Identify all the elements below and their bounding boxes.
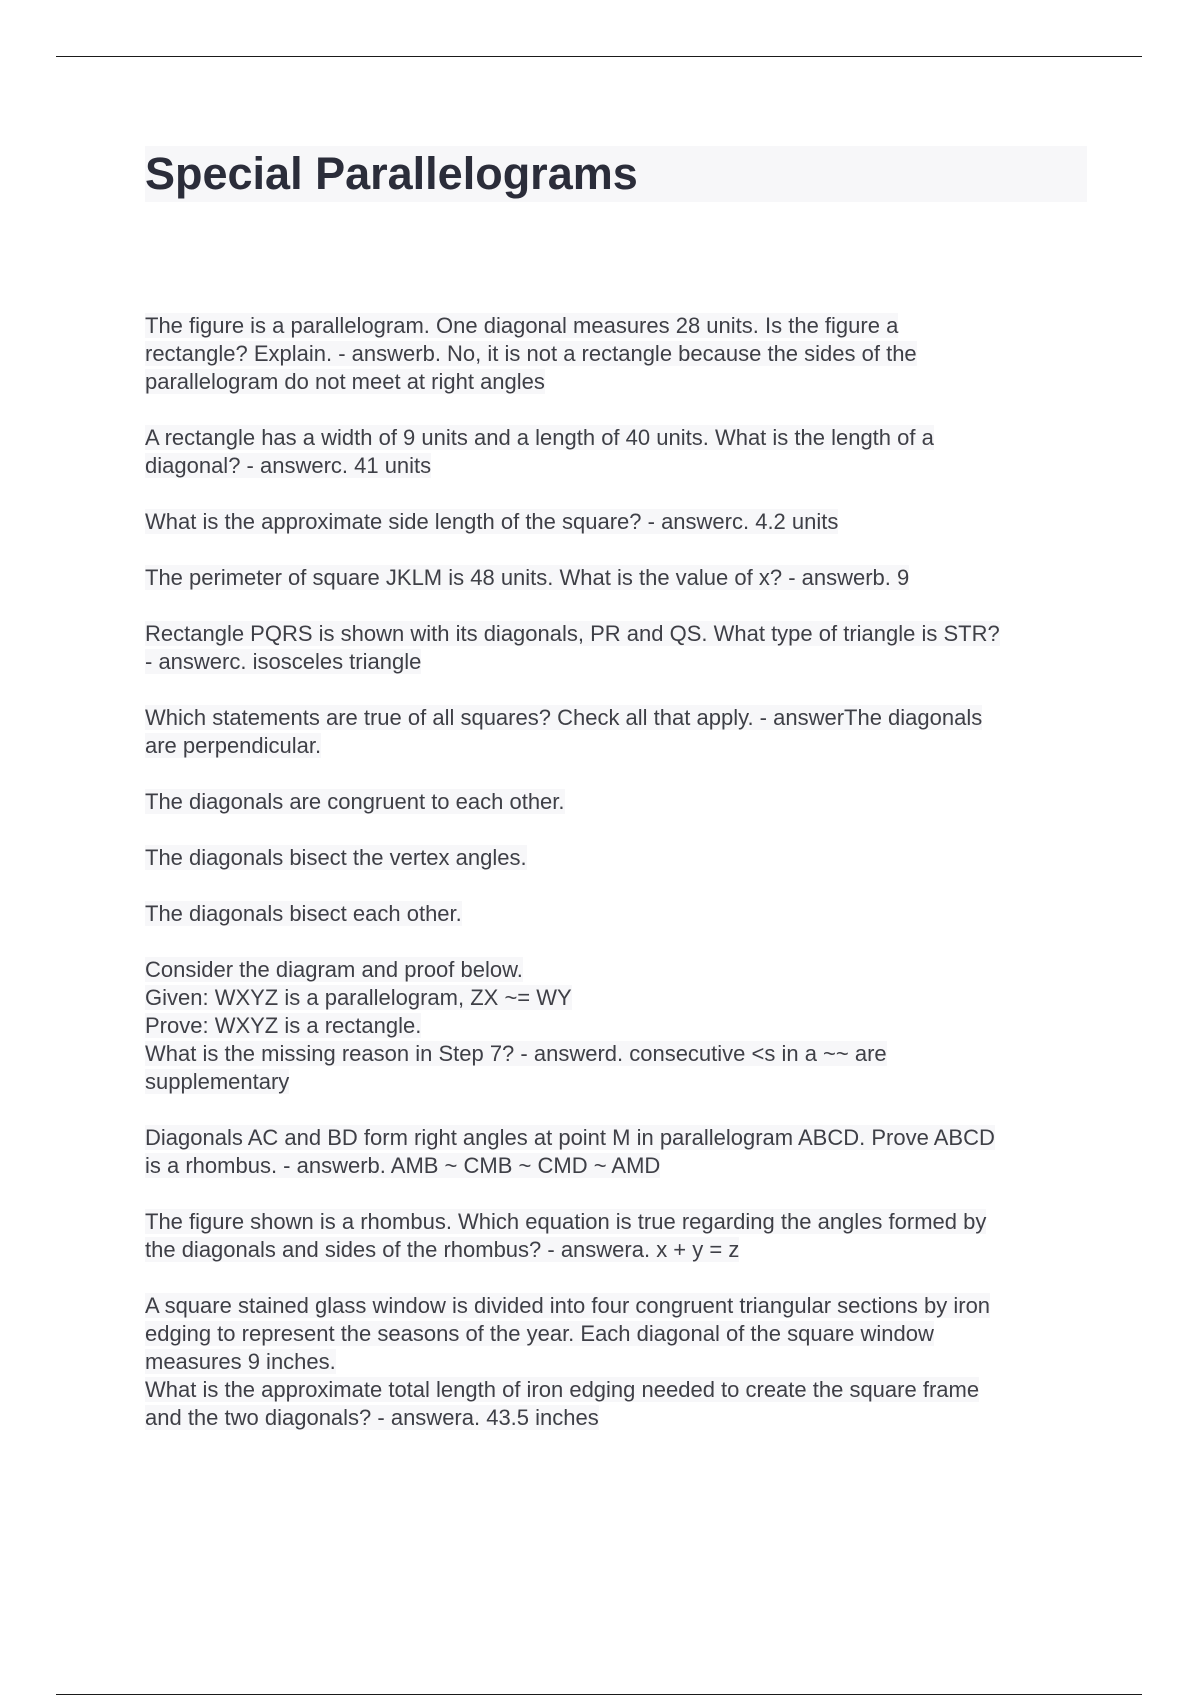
document-body xyxy=(145,146,1087,1460)
qa-item xyxy=(145,1208,1087,1264)
qa-item xyxy=(145,844,1087,872)
qa-item xyxy=(145,508,1087,536)
qa-line xyxy=(145,1376,1087,1404)
qa-line-text: A rectangle has a width of 9 units and a length of 40 units. What is the length of a xyxy=(145,425,934,450)
qa-line xyxy=(145,452,1087,480)
qa-line-text: The diagonals bisect the vertex angles. xyxy=(145,845,527,870)
qa-item xyxy=(145,956,1087,1096)
qa-line-text: The diagonals are congruent to each other. xyxy=(145,789,565,814)
qa-line-text: are perpendicular. xyxy=(145,733,322,758)
qa-line-text: supplementary xyxy=(145,1069,290,1094)
qa-line xyxy=(145,424,1087,452)
qa-line xyxy=(145,564,1087,592)
qa-line-text: Given: WXYZ is a parallelogram, ZX ~= WY xyxy=(145,985,572,1010)
qa-item xyxy=(145,788,1087,816)
qa-line xyxy=(145,620,1087,648)
qa-line-text: What is the approximate side length of the square? - answerc. 4.2 units xyxy=(145,509,839,534)
qa-item xyxy=(145,424,1087,480)
qa-line xyxy=(145,1040,1087,1068)
qa-line xyxy=(145,1208,1087,1236)
qa-line xyxy=(145,844,1087,872)
qa-item xyxy=(145,704,1087,760)
qa-line-text: - answerc. isosceles triangle xyxy=(145,649,422,674)
qa-line-text: parallelogram do not meet at right angles xyxy=(145,369,545,394)
bottom-rule xyxy=(56,1694,1142,1695)
question-answer-list xyxy=(145,312,1087,1432)
qa-line-text: Consider the diagram and proof below. xyxy=(145,957,523,982)
qa-line xyxy=(145,788,1087,816)
qa-line-text: and the two diagonals? - answera. 43.5 inches xyxy=(145,1405,599,1430)
qa-line-text: The figure shown is a rhombus. Which equation is true regarding the angles formed by xyxy=(145,1209,987,1234)
qa-line xyxy=(145,368,1087,396)
qa-line xyxy=(145,1012,1087,1040)
qa-line-text: rectangle? Explain. - answerb. No, it is not a rectangle because the sides of the xyxy=(145,341,917,366)
top-rule xyxy=(56,56,1142,57)
qa-line-text: Which statements are true of all squares? Check all that apply. - answerThe diagonals xyxy=(145,705,983,730)
qa-line xyxy=(145,648,1087,676)
qa-line-text: The diagonals bisect each other. xyxy=(145,901,462,926)
qa-line-text: measures 9 inches. xyxy=(145,1349,336,1374)
qa-line-text: Rectangle PQRS is shown with its diagonals, PR and QS. What type of triangle is STR? xyxy=(145,621,1000,646)
qa-line xyxy=(145,900,1087,928)
qa-line xyxy=(145,340,1087,368)
qa-line xyxy=(145,312,1087,340)
qa-line-text: the diagonals and sides of the rhombus? - answera. x + y = z xyxy=(145,1237,740,1262)
qa-line xyxy=(145,1348,1087,1376)
qa-line-text: What is the approximate total length of iron edging needed to create the square frame xyxy=(145,1377,980,1402)
qa-line-text: is a rhombus. - answerb. AMB ~ CMB ~ CMD ~ AMD xyxy=(145,1153,661,1178)
qa-line xyxy=(145,1068,1087,1096)
qa-item xyxy=(145,1124,1087,1180)
qa-line xyxy=(145,1292,1087,1320)
qa-line xyxy=(145,1152,1087,1180)
qa-line xyxy=(145,1320,1087,1348)
qa-line-text: The figure is a parallelogram. One diagonal measures 28 units. Is the figure a xyxy=(145,313,899,338)
qa-line-text: diagonal? - answerc. 41 units xyxy=(145,453,432,478)
qa-line xyxy=(145,1124,1087,1152)
qa-line-text: Prove: WXYZ is a rectangle. xyxy=(145,1013,422,1038)
qa-line xyxy=(145,956,1087,984)
qa-line-text: Diagonals AC and BD form right angles at point M in parallelogram ABCD. Prove ABCD xyxy=(145,1125,995,1150)
qa-line xyxy=(145,1404,1087,1432)
qa-line-text: The perimeter of square JKLM is 48 units. What is the value of x? - answerb. 9 xyxy=(145,565,910,590)
qa-item xyxy=(145,312,1087,396)
qa-item xyxy=(145,1292,1087,1432)
qa-item xyxy=(145,900,1087,928)
qa-line-text: A square stained glass window is divided into four congruent triangular sections by iron xyxy=(145,1293,991,1318)
document-title: Special Parallelograms xyxy=(145,146,1087,202)
qa-item xyxy=(145,620,1087,676)
qa-line-text: What is the missing reason in Step 7? - answerd. consecutive <s in a ~~ are xyxy=(145,1041,887,1066)
qa-line xyxy=(145,1236,1087,1264)
qa-line xyxy=(145,984,1087,1012)
qa-line-text: edging to represent the seasons of the year. Each diagonal of the square window xyxy=(145,1321,934,1346)
qa-line xyxy=(145,508,1087,536)
qa-line xyxy=(145,704,1087,732)
qa-item xyxy=(145,564,1087,592)
qa-line xyxy=(145,732,1087,760)
